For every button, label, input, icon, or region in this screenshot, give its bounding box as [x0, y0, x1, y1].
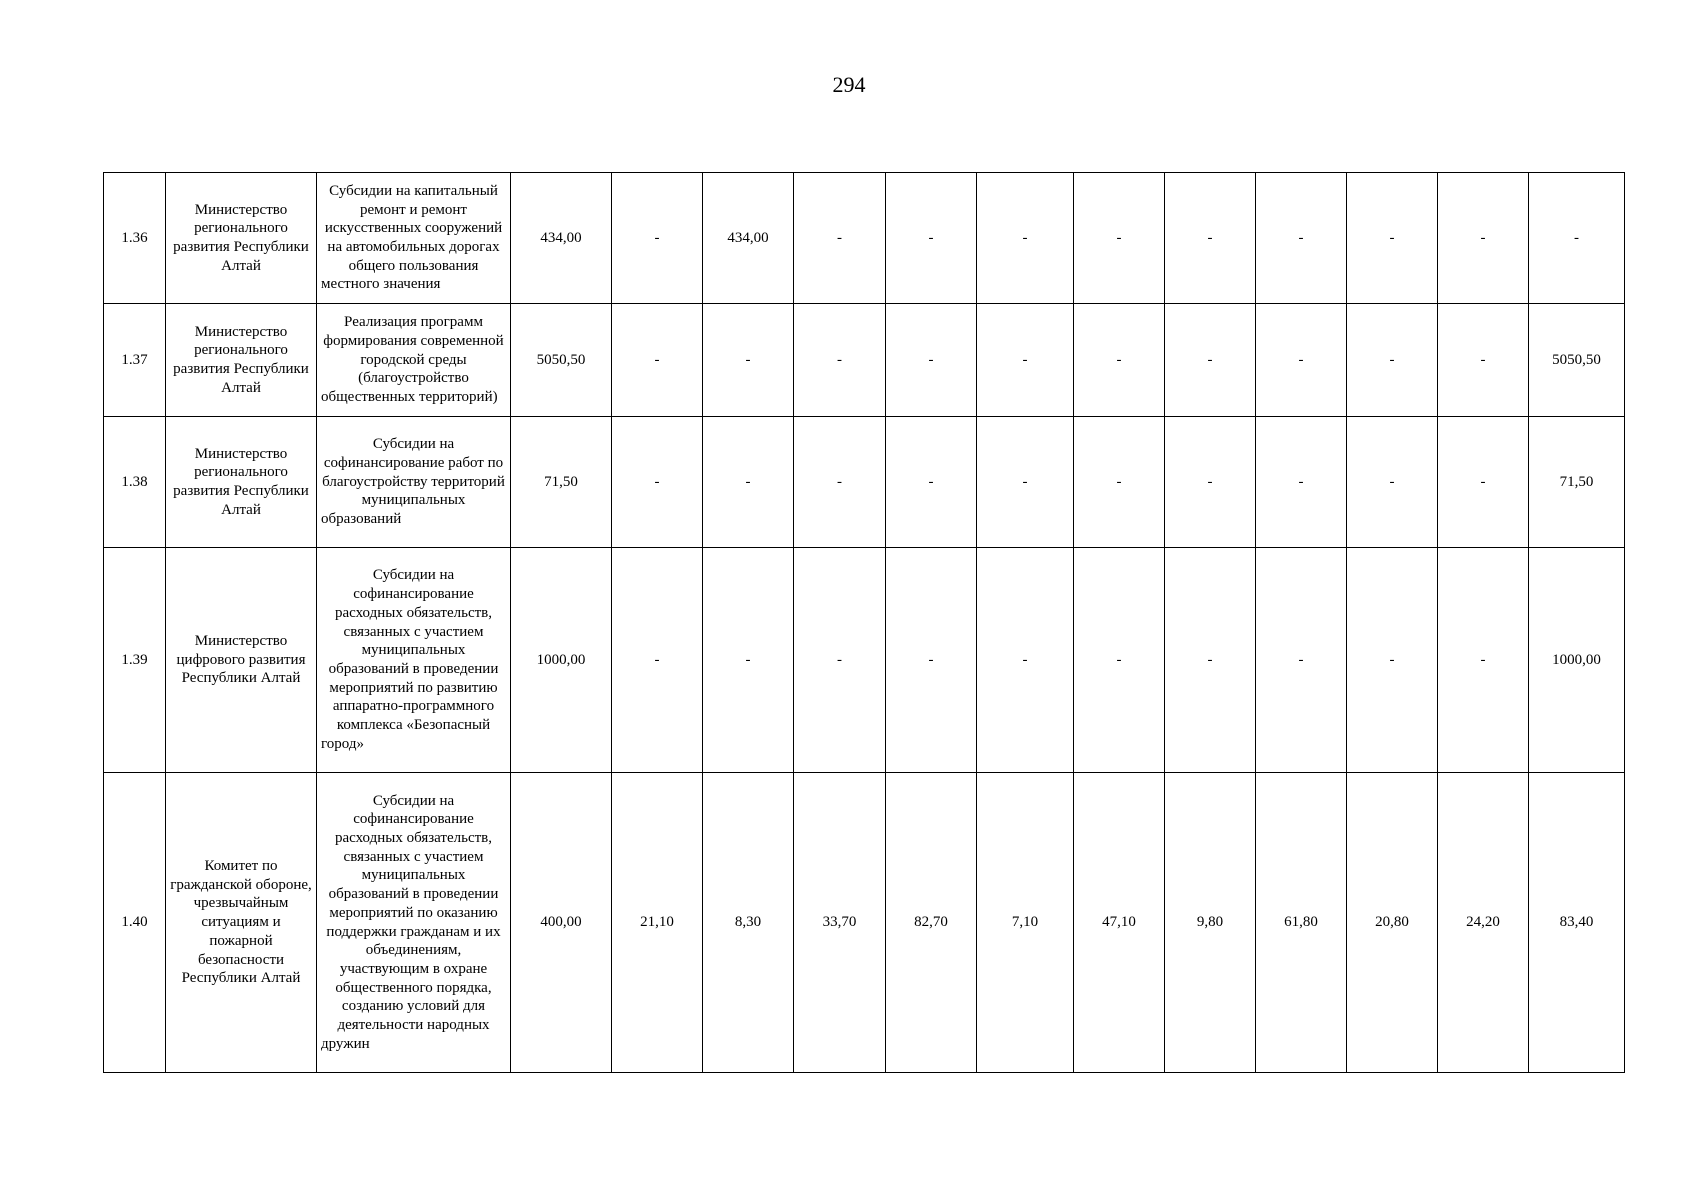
measure-description: Субсидии на капитальный ремонт и ремонт искусственных сооружений на автомобильных дорогах общего пользования местного значения [317, 173, 511, 304]
amount-cell: - [1165, 304, 1256, 417]
amount-cell: - [1438, 304, 1529, 417]
amount-cell: - [703, 304, 794, 417]
row-number: 1.36 [104, 173, 166, 304]
amount-cell: - [1165, 173, 1256, 304]
amount-cell: - [1438, 417, 1529, 548]
amount-cell: - [794, 173, 886, 304]
amount-cell: - [1256, 417, 1347, 548]
measure-description: Субсидии на софинансирование расходных обязательств, связанных с участием муниципальных образований в проведении мероприятий по развитию аппаратно-программного комплекса «Безопасный город» [317, 548, 511, 773]
amount-cell: - [886, 417, 977, 548]
table-row [104, 173, 1625, 304]
amount-cell: 61,80 [1256, 773, 1347, 1073]
table-row [104, 548, 1625, 773]
row-number: 1.37 [104, 304, 166, 417]
amount-cell: 20,80 [1347, 773, 1438, 1073]
table-row [104, 773, 1625, 1073]
amount-cell: - [794, 417, 886, 548]
amount-cell: - [886, 548, 977, 773]
amount-cell: - [1347, 173, 1438, 304]
subsidy-table [103, 172, 1625, 1073]
amount-cell: - [612, 417, 703, 548]
amount-cell: - [1256, 548, 1347, 773]
responsible-organization: Министерство цифрового развития Республики Алтай [166, 548, 317, 773]
amount-cell: 83,40 [1529, 773, 1625, 1073]
responsible-organization: Министерство регионального развития Республики Алтай [166, 173, 317, 304]
amount-cell: - [1347, 304, 1438, 417]
amount-cell: 21,10 [612, 773, 703, 1073]
total-amount: 5050,50 [511, 304, 612, 417]
amount-cell: - [1438, 548, 1529, 773]
amount-cell: - [1165, 417, 1256, 548]
amount-cell: - [1074, 173, 1165, 304]
amount-cell: 33,70 [794, 773, 886, 1073]
amount-cell: - [1165, 548, 1256, 773]
amount-cell: - [1347, 417, 1438, 548]
responsible-organization: Министерство регионального развития Республики Алтай [166, 417, 317, 548]
row-number: 1.39 [104, 548, 166, 773]
amount-cell: 47,10 [1074, 773, 1165, 1073]
total-amount: 71,50 [511, 417, 612, 548]
measure-description: Субсидии на софинансирование расходных обязательств, связанных с участием муниципальных образований в проведении мероприятий по оказанию поддержки гражданам и их объединениям, участвующим в охране общественного порядка, созданию условий для деятельности народных дружин [317, 773, 511, 1073]
amount-cell: 5050,50 [1529, 304, 1625, 417]
total-amount: 400,00 [511, 773, 612, 1073]
amount-cell: - [977, 548, 1074, 773]
amount-cell: 9,80 [1165, 773, 1256, 1073]
amount-cell: - [886, 304, 977, 417]
row-number: 1.40 [104, 773, 166, 1073]
amount-cell: 82,70 [886, 773, 977, 1073]
amount-cell: - [1074, 548, 1165, 773]
amount-cell: - [977, 304, 1074, 417]
amount-cell: 8,30 [703, 773, 794, 1073]
measure-description: Субсидии на софинансирование работ по благоустройству территорий муниципальных образований [317, 417, 511, 548]
amount-cell: - [1074, 304, 1165, 417]
amount-cell: - [1529, 173, 1625, 304]
measure-description: Реализация программ формирования современной городской среды (благоустройство общественных территорий) [317, 304, 511, 417]
page-number: 294 [832, 72, 866, 97]
amount-cell: - [794, 304, 886, 417]
amount-cell: - [1347, 548, 1438, 773]
amount-cell: - [1256, 173, 1347, 304]
total-amount: 434,00 [511, 173, 612, 304]
table-row [104, 417, 1625, 548]
responsible-organization: Комитет по гражданской обороне, чрезвычайным ситуациям и пожарной безопасности Республики Алтай [166, 773, 317, 1073]
total-amount: 1000,00 [511, 548, 612, 773]
amount-cell: - [612, 304, 703, 417]
amount-cell: - [977, 417, 1074, 548]
amount-cell: - [1074, 417, 1165, 548]
amount-cell: 71,50 [1529, 417, 1625, 548]
amount-cell: 24,20 [1438, 773, 1529, 1073]
amount-cell: 7,10 [977, 773, 1074, 1073]
amount-cell: - [1256, 304, 1347, 417]
amount-cell: - [977, 173, 1074, 304]
amount-cell: - [1438, 173, 1529, 304]
responsible-organization: Министерство регионального развития Республики Алтай [166, 304, 317, 417]
amount-cell: 434,00 [703, 173, 794, 304]
amount-cell: - [794, 548, 886, 773]
table-row [104, 304, 1625, 417]
amount-cell: - [612, 173, 703, 304]
amount-cell: - [886, 173, 977, 304]
amount-cell: 1000,00 [1529, 548, 1625, 773]
amount-cell: - [703, 417, 794, 548]
amount-cell: - [612, 548, 703, 773]
amount-cell: - [703, 548, 794, 773]
row-number: 1.38 [104, 417, 166, 548]
